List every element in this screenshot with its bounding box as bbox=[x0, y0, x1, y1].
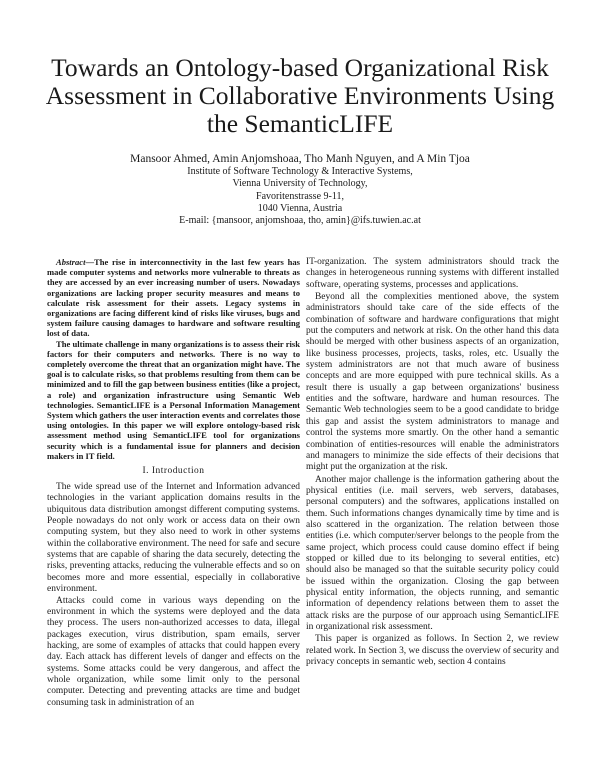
affiliation-line: Favoritenstrasse 9-11, bbox=[256, 190, 344, 202]
body-paragraph: Attacks could come in various ways depending on the environment in which the systems were deployed and the data they process. The users non-authorized accesses to data, illegal packages execution, virus distribution, spam emails, server hacking, are some of examples of attacks that could happen every day. Each attack has different levels of danger and effects on the systems. Some attacks could be very dangerous, and affect the whole organization, while some limit only to the personal computer. Detecting and preventing attacks are time and budget consuming task in administration of an bbox=[47, 595, 300, 708]
title-line: Towards an Ontology-based Organizational Risk bbox=[51, 53, 549, 82]
affiliation-line: Institute of Software Technology & Interactive Systems, bbox=[187, 166, 413, 177]
section-heading: I. Introduction bbox=[142, 466, 205, 477]
abstract-paragraph bbox=[47, 257, 300, 339]
affiliation-email: E-mail: {mansoor, anjomshoaa, tho, amin}@ifs.tuwien.ac.at bbox=[179, 215, 421, 227]
author-list: Mansoor Ahmed, Amin Anjomshoaa, Tho Manh Nguyen, and A Min Tjoa bbox=[130, 153, 470, 165]
body-paragraph: IT-organization. The system administrators should track the changes in heterogeneous running systems with different installed software, operating systems, processes and applications. bbox=[306, 257, 559, 290]
abstract-label: Abstract bbox=[56, 257, 86, 267]
abstract bbox=[47, 257, 300, 461]
paper-title bbox=[40, 54, 560, 138]
affiliation-line: Vienna University of Technology, bbox=[232, 178, 368, 190]
affiliation-block bbox=[40, 166, 560, 227]
title-line: the SemanticLIFE bbox=[206, 109, 394, 138]
right-column bbox=[306, 257, 559, 668]
body-paragraph: Another major challenge is the information gathering about the physical entities (i.e. mail servers, web servers, databases, personal computers) and the softwares, applications installed on them. Such informations changes dynamically time by time and is also scattered in the organization. The relation between those entities (i.e. which computer/server belongs to the people from the same project, which process could cause domino effect if being stopped or killed due to its belonging to several entities, etc) should also be managed so that the suitable security policy could be issued within the organization. Closing the gap between physical entity information, the objects running, and semantic information of dependency relations between them to asset the attack risks are the purpose of our approach using SemanticLIFE in organizational risk assessment. bbox=[306, 474, 559, 632]
title-line: Assessment in Collaborative Environments Using bbox=[45, 81, 555, 110]
affiliation-line: 1040 Vienna, Austria bbox=[257, 202, 343, 214]
body-paragraph: Beyond all the complexities mentioned above, the system administrators should take care of the side effects of the combination of software and hardware configurations that might put the computers and network at risk. On the other hand this data should be merged with other business aspects of an organization, like business processes, projects, tasks, roles, etc. Usually the system administrators are not that much aware of business concepts and are more equipped with pure technical skills. As a result there is usually a gap between organizations' business entities and the software, hardware and human resources. The Semantic Web technologies seem to be a good candidate to bridge this gap and assist the system administrators to manage and control the systems more smartly. On the other hand a semantic combination of entities-resources will enable the administrators and managers to minimize the side effects of their decisions that might put the organization at the risk. bbox=[306, 292, 559, 473]
abstract-paragraph: The ultimate challenge in many organizations is to assess their risk factors for their computers and networks. There is no way to completely overcome the threat that an organization might have. The goal is to calculate risks, so that problems resulting from them can be minimized and to fill the gap between business entities (like a project, a role) and organization infrastructure using Semantic Web technologies. SemanticLIFE is a Personal Information Management System which gathers the user interaction events and correlates those using ontologies. In this paper we will explore ontology-based risk assessment method using SemanticLIFE tool for organizations security which is a fundamental issue for planners and decision makers in IT field. bbox=[47, 338, 300, 461]
abstract-text: —The rise in interconnectivity in the last few years has made computer systems and networks more vulnerable to threats as they are accessed by an ever increasing number of users. Nowadays organizations are lacking proper security measures and means to calculate risk assessment for their assets. Legacy systems in organizations are facing different kind of risks like viruses, bugs and system failure causing damages to hardware and software resulting lost of data. bbox=[47, 257, 300, 339]
left-column bbox=[47, 257, 300, 709]
body-paragraph: The wide spread use of the Internet and Information advanced technologies in the variant application domains results in the ubiquitous data distribution amongst different computing systems. People nowadays do not only work or access data on their own computing system, but they also need to work in other systems within the collaborative environment. The need for safe and secure systems that are capable of sharing the data securely, detecting the risks, preventing attacks, reducing the vulnerable effects and so on becomes more and more essential, especially in collaborative environment. bbox=[47, 482, 300, 595]
body-paragraph: This paper is organized as follows. In Section 2, we review related work. In Section 3, we discuss the overview of security and privacy concepts in semantic web, section 4 contains bbox=[306, 634, 559, 668]
